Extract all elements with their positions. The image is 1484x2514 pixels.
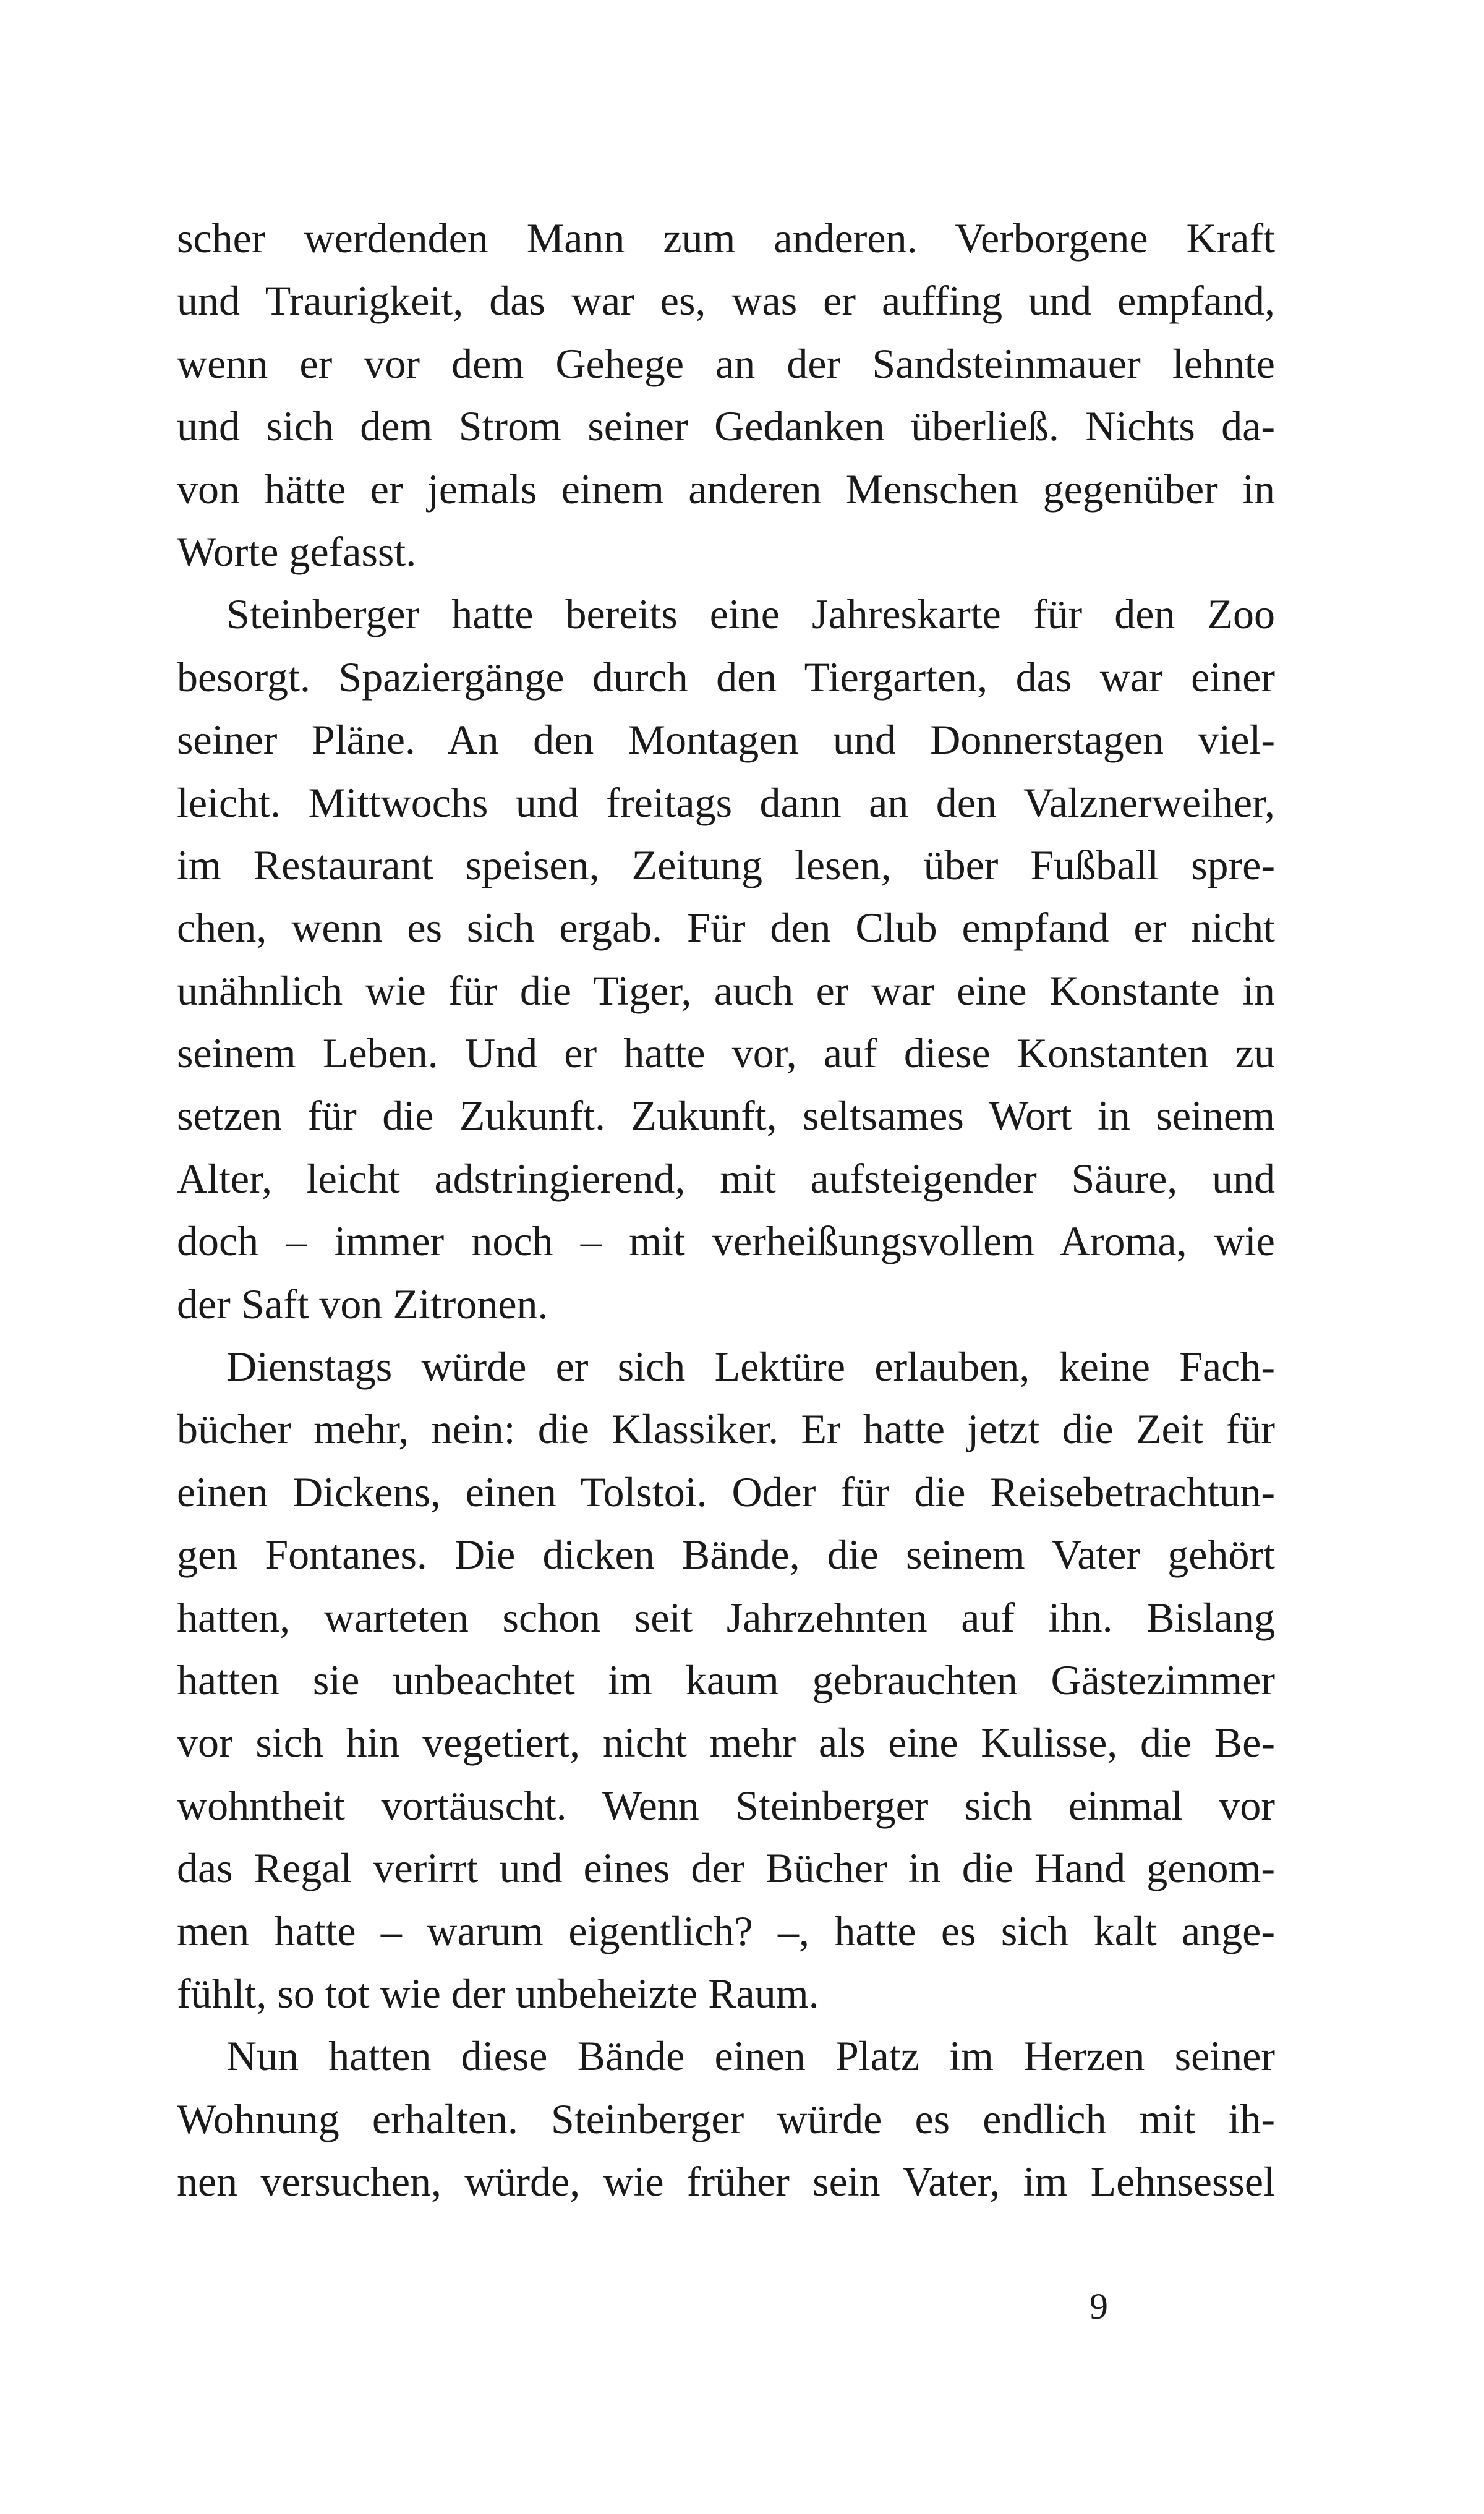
text-line: Worte gefasst. xyxy=(177,527,417,575)
page-number: 9 xyxy=(1090,2286,1108,2327)
text-line: Wohnung erhalten. Steinberger würde es endlich mit ih- xyxy=(177,2095,1275,2142)
text-line: doch – immer noch – mit verheißungsvollem Aroma, wie xyxy=(177,1217,1275,1265)
body-text xyxy=(177,207,1275,2214)
text-line: einen Dickens, einen Tolstoi. Oder für die Reisebetrachtun- xyxy=(177,1468,1275,1515)
text-line: scher werdenden Mann zum anderen. Verborgene Kraft xyxy=(177,215,1275,262)
text-line: leicht. Mittwochs und freitags dann an den Valznerweiher, xyxy=(177,778,1275,826)
text-line: wohntheit vortäuscht. Wenn Steinberger sich einmal vor xyxy=(177,1781,1275,1829)
paragraph-first-line: Nun hatten diese Bände einen Platz im Herzen seiner xyxy=(226,2032,1275,2080)
text-line: besorgt. Spaziergänge durch den Tiergarten, das war einer xyxy=(177,653,1275,701)
text-line: der Saft von Zitronen. xyxy=(177,1280,548,1327)
text-line: fühlt, so tot wie der unbeheizte Raum. xyxy=(177,1969,819,2017)
text-line: das Regal verirrt und eines der Bücher in die Hand genom- xyxy=(177,1844,1275,1892)
text-line: und Traurigkeit, das war es, was er auffing und empfand, xyxy=(177,277,1275,325)
text-line: men hatte – warum eigentlich? –, hatte es sich kalt ange- xyxy=(177,1907,1275,1954)
text-line: bücher mehr, nein: die Klassiker. Er hatte jetzt die Zeit für xyxy=(177,1405,1275,1453)
text-line: und sich dem Strom seiner Gedanken überließ. Nichts da- xyxy=(177,403,1275,450)
text-line: Alter, leicht adstringierend, mit aufsteigender Säure, und xyxy=(177,1154,1275,1202)
text-line: hatten, warteten schon seit Jahrzehnten auf ihn. Bislang xyxy=(177,1593,1275,1641)
text-line: wenn er vor dem Gehege an der Sandsteinmauer lehnte xyxy=(177,339,1275,387)
text-line: setzen für die Zukunft. Zukunft, seltsames Wort in seinem xyxy=(177,1092,1275,1140)
text-line: von hätte er jemals einem anderen Menschen gegenüber in xyxy=(177,465,1275,513)
text-line: vor sich hin vegetiert, nicht mehr als eine Kulisse, die Be- xyxy=(177,1719,1275,1766)
text-line: chen, wenn es sich ergab. Für den Club empfand er nicht xyxy=(177,904,1275,952)
text-line: unähnlich wie für die Tiger, auch er war eine Konstante in xyxy=(177,966,1275,1014)
paragraph-first-line: Steinberger hatte bereits eine Jahreskarte für den Zoo xyxy=(226,590,1275,638)
text-line: im Restaurant speisen, Zeitung lesen, über Fußball spre- xyxy=(177,841,1275,888)
text-line: hatten sie unbeachtet im kaum gebrauchten Gästezimmer xyxy=(177,1656,1275,1703)
paragraph-first-line: Dienstags würde er sich Lektüre erlauben, keine Fach- xyxy=(226,1343,1275,1391)
text-line: nen versuchen, würde, wie früher sein Vater, im Lehnsessel xyxy=(177,2158,1275,2205)
text-line: seiner Pläne. An den Montagen und Donnerstagen viel- xyxy=(177,716,1275,764)
text-line: seinem Leben. Und er hatte vor, auf diese Konstanten zu xyxy=(177,1029,1275,1077)
text-line: gen Fontanes. Die dicken Bände, die seinem Vater gehört xyxy=(177,1531,1275,1579)
